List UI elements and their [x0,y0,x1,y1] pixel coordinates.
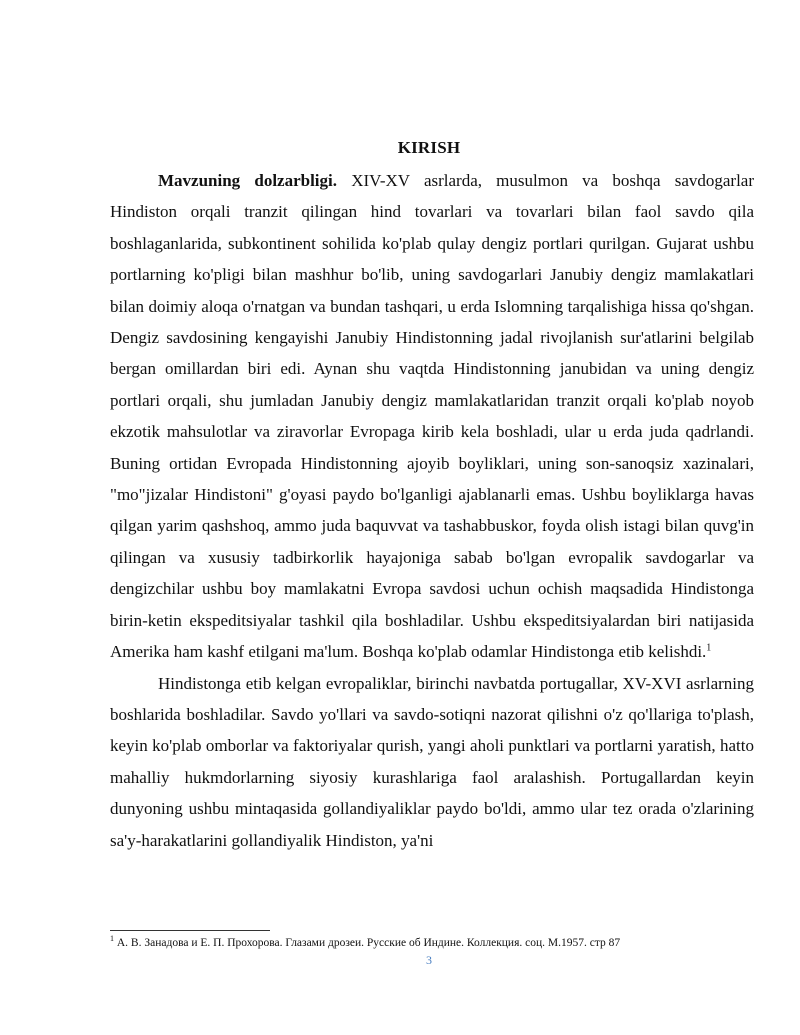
footnote-text: А. В. Занадова и Е. П. Прохорова. Глазами дрозеи. Русские об Индине. Коллекция. соц. М.1957. стр 87 [114,937,621,949]
body-text [110,165,754,856]
footnote-divider [110,930,270,931]
paragraph-1-text: XIV-XV asrlarda, musulmon va boshqa savdogarlar Hindiston orqali tranzit qilingan hind tovarlari va tovarlari bilan faol savdo qila boshlaganlarida, subkontinent sohilida ko'plab qulay dengiz portlari qurilgan. Gujarat ushbu portlarning ko'pligi bilan mashhur bo'lib, uning savdogarlari Janubiy dengiz mamlakatlari bilan doimiy aloqa o'rnatgan va bundan tashqari, u erda Islomning tarqalishiga hissa qo'shgan. Dengiz savdosining kengayishi Janubiy Hindistonning jadal rivojlanish sur'atlarini belgilab bergan omillardan biri edi. Aynan shu vaqtda Hindistonning janubidan va uning dengiz portlari orqali, shu jumladan Janubiy dengiz mamlakatlaridan tranzit orqali ko'plab noyob ekzotik mahsulotlar va ziravorlar Evropaga kirib kela boshladi, ular u erda juda qadrlandi. Buning ortidan Evropada Hindistonning ajoyib boyliklari, uning son-sanoqsiz xazinalari, "mo"jizalar Hindistoni" g'oyasi paydo bo'lganligi ajablanarli emas. Ushbu boyliklarga havas qilgan yarim qashshoq, ammo juda baquvvat va tashabbuskor, foyda olish istagi bilan quvg'in qilingan va xususiy tadbirkorlik hayajoniga sabab bo'lgan evropalik savdogarlar va dengizchilar ushbu boy mamlakatni Evropa savdosi uchun ochish maqsadida Hindistonga birin-ketin ekspeditsiyalar tashkil qila boshladilar. Ushbu ekspeditsiyalardan biri natijasida Amerika ham kashf etilgani ma'lum. Boshqa ko'plab odamlar Hindistonga etib kelishdi. [110,171,754,662]
section-heading: KIRISH [397,138,461,157]
paragraph-1 [110,165,754,668]
footnote-marker: 1 [110,934,114,944]
footnote-reference[interactable]: 1 [706,642,712,654]
page-number: 3 [426,953,432,967]
paragraph-2-text: Hindistonga etib kelgan evropaliklar, birinchi navbatda portugallar, XV-XVI asrlarning boshlarida boshladilar. Savdo yo'llari va savdo-sotiqni nazorat qilishni o'z qo'llariga to'plash, keyin ko'plab omborlar va faktoriyalar qurish, yangi aholi punktlari va portlarni yaratish, hatto mahalliy hukmdorlarning siyosiy kurashlariga faol aralashish. Portugallardan keyin dunyoning ushbu mintaqasida gollandiyaliklar paydo bo'ldi, ammo ular tez orada o'zlarining sa'y-harakatlarini gollandiyalik Hindiston, ya'ni [110,673,754,850]
footnote [110,936,770,951]
paragraph-2 [110,668,754,856]
paragraph-1-lead: Mavzuning dolzarbligi. [158,171,338,190]
